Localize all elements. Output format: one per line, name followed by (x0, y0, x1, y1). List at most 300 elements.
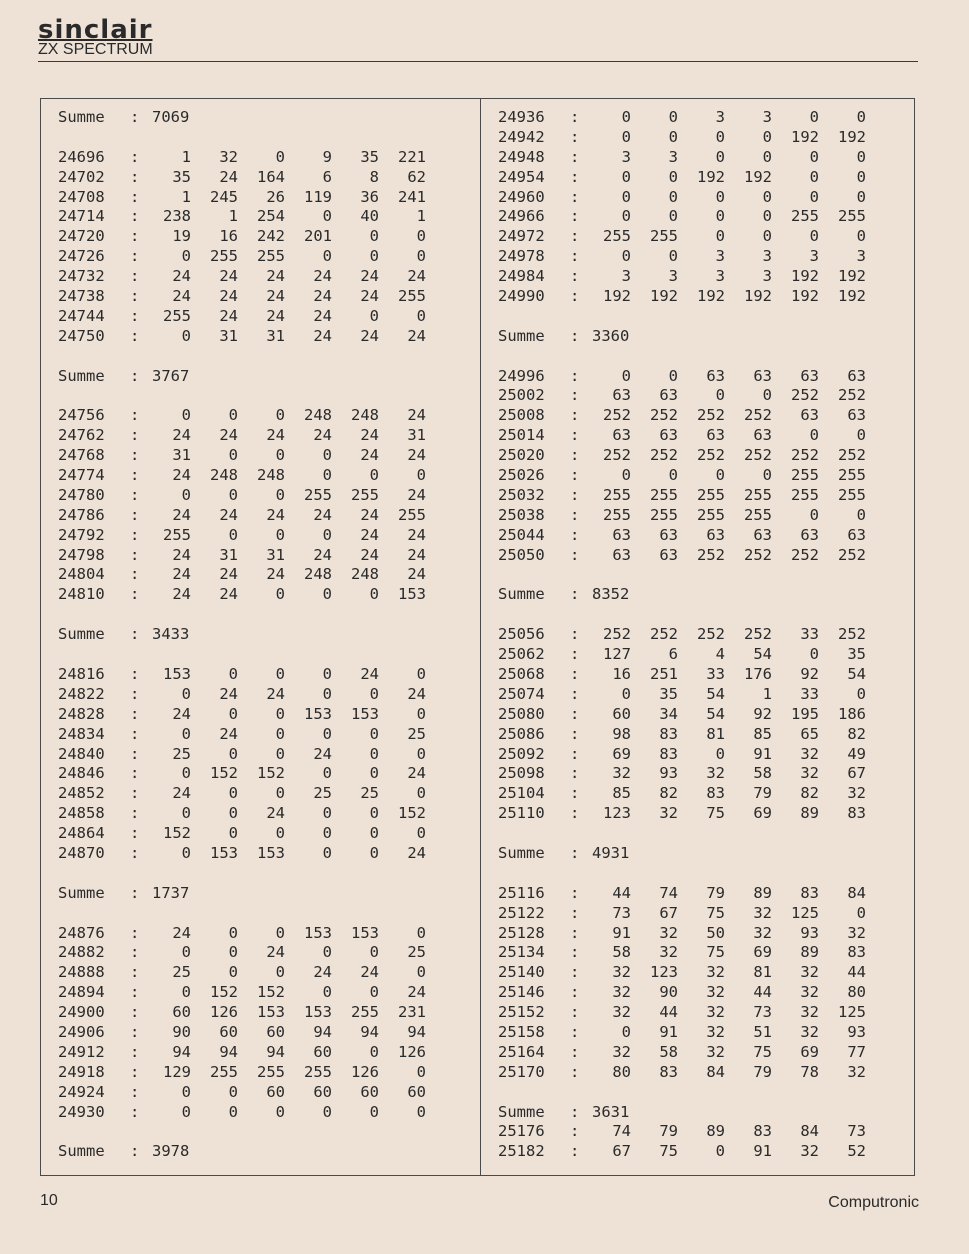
byte-value: 0 (715, 744, 725, 763)
data-row (58, 665, 468, 685)
byte-value: 63 (612, 386, 631, 405)
byte-value: 252 (838, 625, 866, 644)
byte-value: 50 (706, 923, 725, 942)
data-row (58, 784, 468, 804)
separator-colon: : (130, 585, 140, 604)
checksum-label: Summe (58, 625, 105, 644)
byte-value: 153 (163, 664, 191, 683)
byte-value: 0 (621, 247, 631, 266)
byte-value: 0 (181, 326, 191, 345)
data-row (58, 705, 468, 725)
byte-value: 0 (322, 804, 332, 823)
row-address: 24774 (58, 466, 105, 485)
separator-colon: : (570, 187, 580, 206)
separator-colon: : (130, 664, 140, 683)
separator-colon: : (130, 108, 140, 126)
byte-value: 25 (407, 724, 426, 743)
data-row (498, 804, 898, 824)
byte-value: 79 (659, 1122, 678, 1141)
byte-value: 0 (181, 764, 191, 783)
byte-value: 0 (228, 804, 238, 823)
byte-value: 85 (612, 784, 631, 803)
byte-value: 24 (172, 704, 191, 723)
row-address: 24828 (58, 704, 105, 723)
data-row (58, 526, 468, 546)
byte-value: 255 (697, 505, 725, 524)
byte-value: 0 (275, 664, 285, 683)
byte-value: 0 (275, 1102, 285, 1121)
byte-value: 0 (181, 724, 191, 743)
blank-line (498, 864, 898, 884)
row-address: 25062 (498, 645, 545, 664)
row-address: 24798 (58, 545, 105, 564)
byte-value: 0 (275, 704, 285, 723)
byte-value: 67 (612, 1142, 631, 1161)
checksum-value: 4931 (592, 843, 630, 862)
byte-value: 32 (706, 764, 725, 783)
byte-value: 0 (416, 824, 426, 843)
data-row (58, 168, 468, 188)
data-row (58, 924, 468, 944)
byte-value: 0 (809, 147, 819, 166)
byte-value: 63 (800, 406, 819, 425)
row-address: 24894 (58, 983, 105, 1002)
byte-value: 0 (275, 744, 285, 763)
data-row (58, 1043, 468, 1063)
row-address: 25116 (498, 883, 545, 902)
byte-value: 24 (219, 565, 238, 584)
byte-value: 221 (398, 147, 426, 166)
byte-value: 60 (266, 1022, 285, 1041)
byte-value: 252 (744, 446, 772, 465)
row-address: 24708 (58, 187, 105, 206)
byte-value: 84 (800, 1122, 819, 1141)
byte-value: 255 (210, 1062, 238, 1081)
byte-value: 3 (715, 247, 725, 266)
byte-value: 24 (313, 287, 332, 306)
separator-colon: : (130, 207, 140, 226)
checksum-label: Summe (498, 843, 545, 862)
byte-value: 32 (612, 1042, 631, 1061)
row-address: 25008 (498, 406, 545, 425)
byte-value: 0 (668, 108, 678, 126)
data-row (58, 207, 468, 227)
separator-colon: : (570, 645, 580, 664)
data-row (498, 247, 898, 267)
byte-value: 0 (809, 187, 819, 206)
separator-colon: : (130, 943, 140, 962)
byte-value: 0 (416, 664, 426, 683)
data-row (498, 227, 898, 247)
data-row (58, 1083, 468, 1103)
byte-value: 91 (753, 1142, 772, 1161)
byte-value: 35 (659, 684, 678, 703)
byte-value: 98 (612, 724, 631, 743)
byte-value: 0 (715, 1142, 725, 1161)
byte-value: 0 (369, 585, 379, 604)
data-row (58, 546, 468, 566)
row-address: 25182 (498, 1142, 545, 1161)
byte-value: 54 (706, 704, 725, 723)
checksum-label: Summe (498, 326, 545, 345)
byte-value: 0 (228, 406, 238, 425)
byte-value: 0 (416, 784, 426, 803)
data-row (498, 983, 898, 1003)
byte-value: 1 (228, 207, 238, 226)
byte-value: 0 (275, 824, 285, 843)
byte-value: 24 (407, 485, 426, 504)
byte-value: 24 (172, 426, 191, 445)
byte-value: 255 (398, 287, 426, 306)
byte-value: 35 (847, 645, 866, 664)
byte-value: 24 (360, 426, 379, 445)
byte-value: 255 (791, 485, 819, 504)
byte-value: 192 (838, 287, 866, 306)
separator-colon: : (570, 505, 580, 524)
byte-value: 24 (266, 684, 285, 703)
byte-value: 255 (838, 207, 866, 226)
byte-value: 248 (304, 565, 332, 584)
data-row (498, 943, 898, 963)
byte-value: 24 (172, 505, 191, 524)
byte-value: 83 (753, 1122, 772, 1141)
byte-value: 0 (181, 843, 191, 862)
byte-value: 252 (791, 446, 819, 465)
byte-value: 60 (219, 1022, 238, 1041)
byte-value: 0 (856, 227, 866, 246)
byte-value: 24 (219, 287, 238, 306)
byte-value: 0 (275, 406, 285, 425)
page-number: 10 (40, 1192, 58, 1209)
byte-value: 125 (838, 1003, 866, 1022)
byte-value: 24 (360, 525, 379, 544)
byte-value: 32 (800, 1022, 819, 1041)
byte-value: 24 (407, 684, 426, 703)
row-address: 25098 (498, 764, 545, 783)
separator-colon: : (570, 127, 580, 146)
byte-value: 24 (266, 267, 285, 286)
row-address: 25176 (498, 1122, 545, 1141)
byte-value: 32 (219, 147, 238, 166)
byte-value: 192 (791, 287, 819, 306)
checksum-row (58, 367, 468, 387)
separator-colon: : (570, 883, 580, 902)
byte-value: 252 (697, 625, 725, 644)
byte-value: 32 (800, 983, 819, 1002)
byte-value: 24 (172, 545, 191, 564)
byte-value: 0 (369, 306, 379, 325)
byte-value: 251 (650, 664, 678, 683)
blank-line (58, 1122, 468, 1142)
byte-value: 89 (800, 943, 819, 962)
byte-value: 83 (847, 943, 866, 962)
byte-value: 0 (369, 824, 379, 843)
row-address: 25146 (498, 983, 545, 1002)
byte-value: 60 (360, 1082, 379, 1101)
byte-value: 32 (847, 784, 866, 803)
byte-value: 255 (744, 505, 772, 524)
byte-value: 0 (369, 943, 379, 962)
byte-value: 24 (266, 505, 285, 524)
byte-value: 24 (360, 545, 379, 564)
byte-value: 255 (791, 466, 819, 485)
byte-value: 9 (322, 147, 332, 166)
row-address: 25044 (498, 525, 545, 544)
blank-line (498, 824, 898, 844)
row-address: 24876 (58, 923, 105, 942)
byte-value: 0 (228, 664, 238, 683)
data-row (58, 426, 468, 446)
byte-value: 252 (838, 446, 866, 465)
byte-value: 0 (322, 764, 332, 783)
separator-colon: : (570, 625, 580, 644)
data-row (58, 685, 468, 705)
byte-value: 60 (612, 704, 631, 723)
byte-value: 0 (369, 247, 379, 266)
byte-value: 24 (360, 664, 379, 683)
byte-value: 241 (398, 187, 426, 206)
byte-value: 248 (304, 406, 332, 425)
data-row (498, 924, 898, 944)
row-address: 25026 (498, 466, 545, 485)
data-row (58, 247, 468, 267)
byte-value: 16 (219, 227, 238, 246)
checksum-value: 8352 (592, 585, 630, 604)
byte-value: 255 (838, 466, 866, 485)
byte-value: 24 (266, 306, 285, 325)
byte-value: 19 (172, 227, 191, 246)
byte-value: 24 (407, 983, 426, 1002)
row-address: 24954 (498, 167, 545, 186)
checksum-label: Summe (58, 108, 105, 126)
byte-value: 186 (838, 704, 866, 723)
separator-colon: : (130, 227, 140, 246)
byte-value: 63 (847, 406, 866, 425)
data-row (58, 804, 468, 824)
byte-value: 252 (744, 625, 772, 644)
row-address: 24804 (58, 565, 105, 584)
byte-value: 0 (369, 843, 379, 862)
byte-value: 153 (210, 843, 238, 862)
byte-value: 153 (257, 843, 285, 862)
separator-colon: : (570, 963, 580, 982)
blank-line (58, 904, 468, 924)
separator-colon: : (130, 1042, 140, 1061)
checksum-row (58, 884, 468, 904)
byte-value: 89 (706, 1122, 725, 1141)
byte-value: 0 (856, 426, 866, 445)
byte-value: 0 (369, 1042, 379, 1061)
byte-value: 75 (706, 903, 725, 922)
byte-value: 0 (668, 247, 678, 266)
byte-value: 32 (847, 1062, 866, 1081)
separator-colon: : (130, 406, 140, 425)
data-row (498, 725, 898, 745)
byte-value: 63 (612, 545, 631, 564)
byte-value: 0 (228, 704, 238, 723)
byte-value: 201 (304, 227, 332, 246)
row-address: 24912 (58, 1042, 105, 1061)
byte-value: 83 (659, 744, 678, 763)
data-row (58, 963, 468, 983)
byte-value: 0 (322, 1102, 332, 1121)
byte-value: 83 (800, 883, 819, 902)
byte-value: 0 (322, 843, 332, 862)
byte-value: 0 (369, 724, 379, 743)
row-address: 25122 (498, 903, 545, 922)
byte-value: 0 (369, 1102, 379, 1121)
byte-value: 0 (275, 923, 285, 942)
byte-value: 74 (612, 1122, 631, 1141)
byte-value: 164 (257, 167, 285, 186)
byte-value: 31 (266, 326, 285, 345)
byte-value: 73 (612, 903, 631, 922)
byte-value: 74 (659, 883, 678, 902)
byte-value: 119 (304, 187, 332, 206)
byte-value: 3 (715, 108, 725, 126)
data-row (58, 406, 468, 426)
byte-value: 24 (313, 326, 332, 345)
byte-value: 32 (612, 1003, 631, 1022)
row-address: 25092 (498, 744, 545, 763)
header-divider (38, 61, 918, 62)
byte-value: 192 (838, 127, 866, 146)
byte-value: 24 (407, 267, 426, 286)
separator-colon: : (130, 744, 140, 763)
row-address: 24960 (498, 187, 545, 206)
separator-colon: : (130, 704, 140, 723)
byte-value: 0 (322, 466, 332, 485)
separator-colon: : (130, 1022, 140, 1041)
byte-value: 24 (313, 505, 332, 524)
byte-value: 63 (659, 386, 678, 405)
byte-value: 63 (612, 525, 631, 544)
row-address: 24816 (58, 664, 105, 683)
separator-colon: : (570, 386, 580, 405)
data-row (58, 824, 468, 844)
byte-value: 0 (416, 744, 426, 763)
data-row (498, 168, 898, 188)
byte-value: 0 (668, 187, 678, 206)
byte-value: 65 (800, 724, 819, 743)
byte-value: 40 (360, 207, 379, 226)
data-row (58, 446, 468, 466)
byte-value: 4 (715, 645, 725, 664)
row-address: 25080 (498, 704, 545, 723)
byte-value: 0 (809, 167, 819, 186)
row-address: 24900 (58, 1003, 105, 1022)
separator-colon: : (570, 446, 580, 465)
byte-value: 255 (257, 247, 285, 266)
byte-value: 69 (753, 804, 772, 823)
separator-colon: : (570, 983, 580, 1002)
byte-value: 32 (753, 903, 772, 922)
byte-value: 0 (322, 724, 332, 743)
byte-value: 0 (856, 108, 866, 126)
byte-value: 79 (753, 1062, 772, 1081)
byte-value: 25 (172, 744, 191, 763)
byte-value: 252 (744, 406, 772, 425)
byte-value: 252 (838, 386, 866, 405)
byte-value: 24 (313, 306, 332, 325)
blank-line (58, 347, 468, 367)
row-address: 24846 (58, 764, 105, 783)
separator-colon: : (130, 1082, 140, 1101)
byte-value: 24 (172, 267, 191, 286)
separator-colon: : (570, 1102, 580, 1121)
separator-colon: : (130, 446, 140, 465)
byte-value: 252 (744, 545, 772, 564)
byte-value: 0 (181, 804, 191, 823)
byte-value: 32 (659, 943, 678, 962)
byte-value: 90 (172, 1022, 191, 1041)
row-address: 24750 (58, 326, 105, 345)
byte-value: 0 (715, 187, 725, 206)
separator-colon: : (570, 943, 580, 962)
byte-value: 0 (621, 207, 631, 226)
row-address: 24732 (58, 267, 105, 286)
row-address: 25158 (498, 1022, 545, 1041)
data-row (58, 148, 468, 168)
byte-value: 248 (210, 466, 238, 485)
byte-value: 24 (266, 565, 285, 584)
byte-value: 0 (275, 963, 285, 982)
byte-value: 63 (753, 426, 772, 445)
data-row (58, 307, 468, 327)
byte-value: 3 (762, 267, 772, 286)
byte-value: 0 (416, 247, 426, 266)
data-row (498, 367, 898, 387)
separator-colon: : (570, 1042, 580, 1061)
byte-value: 0 (715, 127, 725, 146)
data-row (498, 108, 898, 128)
byte-value: 123 (603, 804, 631, 823)
byte-value: 24 (407, 525, 426, 544)
separator-colon: : (570, 207, 580, 226)
byte-value: 63 (800, 366, 819, 385)
byte-value: 192 (791, 127, 819, 146)
separator-colon: : (570, 1122, 580, 1141)
checksum-label: Summe (58, 366, 105, 385)
row-address: 24906 (58, 1022, 105, 1041)
row-address: 24996 (498, 366, 545, 385)
blank-line (58, 128, 468, 148)
byte-value: 24 (172, 923, 191, 942)
byte-value: 58 (659, 1042, 678, 1061)
byte-value: 153 (304, 1003, 332, 1022)
data-row (498, 546, 898, 566)
byte-value: 24 (360, 287, 379, 306)
byte-value: 67 (847, 764, 866, 783)
byte-value: 32 (706, 1022, 725, 1041)
separator-colon: : (130, 565, 140, 584)
byte-value: 0 (181, 485, 191, 504)
byte-value: 248 (351, 406, 379, 425)
byte-value: 192 (744, 167, 772, 186)
byte-value: 1 (416, 207, 426, 226)
checksum-label: Summe (58, 883, 105, 902)
separator-colon: : (570, 545, 580, 564)
row-address: 24972 (498, 227, 545, 246)
byte-value: 73 (847, 1122, 866, 1141)
byte-value: 83 (847, 804, 866, 823)
byte-value: 248 (351, 565, 379, 584)
byte-value: 153 (257, 1003, 285, 1022)
byte-value: 252 (650, 406, 678, 425)
separator-colon: : (130, 147, 140, 166)
row-address: 24726 (58, 247, 105, 266)
byte-value: 69 (800, 1042, 819, 1061)
